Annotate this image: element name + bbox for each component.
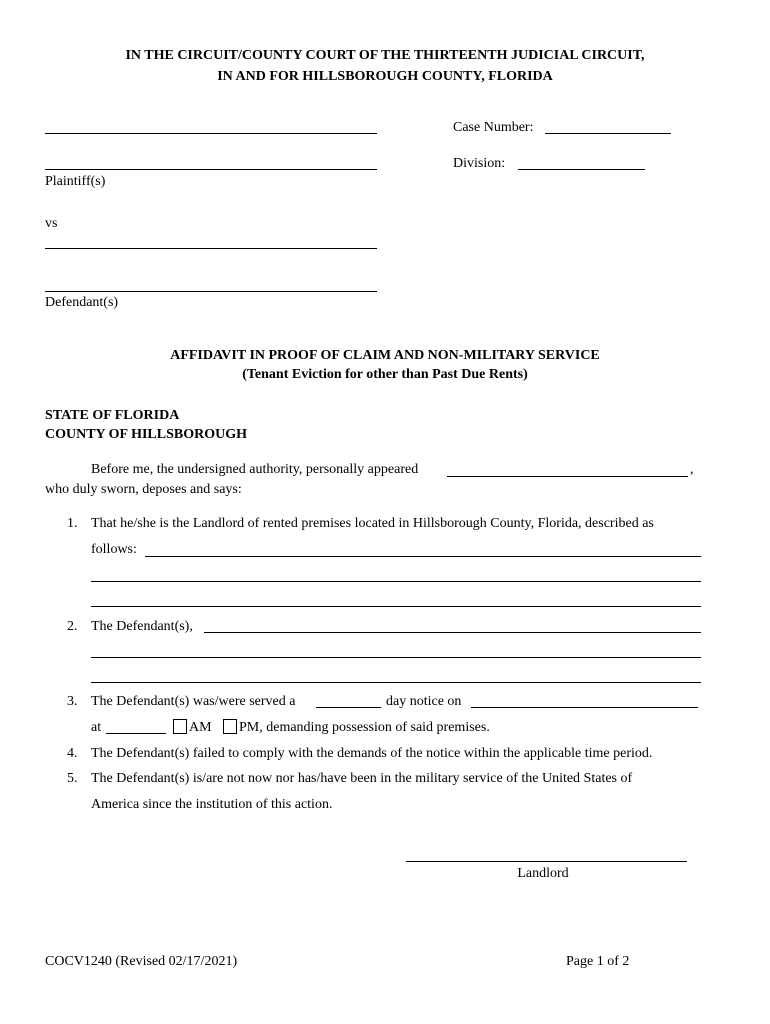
premises-description-line-3[interactable] [91,606,701,607]
item3-pm-label: PM, demanding possession of said premises. [239,720,490,735]
item1-number: 1. [67,516,78,531]
item4-text: The Defendant(s) failed to comply with the demands of the notice within the applicable time period. [91,746,653,761]
plaintiff-name-line-2[interactable] [45,169,377,170]
court-header-line1: IN THE CIRCUIT/COUNTY COURT OF THE THIRTEENTH JUDICIAL CIRCUIT, [125,48,645,63]
item5-text-a: The Defendant(s) is/are not now nor has/have been in the military service of the United States of [91,771,633,786]
landlord-label: Landlord [517,866,569,881]
defendants-line-3[interactable] [91,682,701,683]
notice-time-field[interactable] [106,733,166,734]
intro-line2: who duly sworn, deposes and says: [45,482,242,497]
intro-text-before: Before me, the undersigned authority, personally appeared [91,462,419,477]
item3-number: 3. [67,694,78,709]
defendant-label: Defendant(s) [45,295,119,310]
premises-description-line-1[interactable] [145,556,701,557]
defendant-name-line-2[interactable] [45,291,377,292]
form-id: COCV1240 (Revised 02/17/2021) [45,954,238,969]
division-label: Division: [453,156,506,171]
am-checkbox[interactable] [173,719,188,737]
venue-state: STATE OF FLORIDA [45,408,180,423]
item3-text-a: The Defendant(s) was/were served a [91,694,296,709]
plaintiff-name-line-1[interactable] [45,133,377,134]
defendant-name-line-1[interactable] [45,248,377,249]
defendants-line-1[interactable] [204,632,701,633]
item1-text: That he/she is the Landlord of rented premises located in Hillsborough County, Florida, described as [91,516,654,531]
defendants-line-2[interactable] [91,657,701,658]
premises-description-line-2[interactable] [91,581,701,582]
item4-number: 4. [67,746,78,761]
case-number-label: Case Number: [453,120,534,135]
notice-days-field[interactable] [316,707,381,708]
court-header-line2: IN AND FOR HILLSBOROUGH COUNTY, FLORIDA [217,69,553,84]
affiant-name-field[interactable] [447,476,688,477]
item3-at: at [91,720,102,735]
affidavit-title: AFFIDAVIT IN PROOF OF CLAIM AND NON-MILITARY SERVICE [170,348,600,363]
venue-county: COUNTY OF HILLSBOROUGH [45,427,247,442]
intro-text-after: , [690,462,694,477]
page-number: Page 1 of 2 [566,954,630,969]
case-number-field[interactable] [545,133,671,134]
item3-text-b: day notice on [386,694,462,709]
item2-text: The Defendant(s), [91,619,193,634]
notice-date-field[interactable] [471,707,698,708]
item1-follows: follows: [91,542,137,557]
landlord-signature-line[interactable] [406,861,687,862]
pm-checkbox[interactable] [223,719,238,737]
division-field[interactable] [518,169,645,170]
affidavit-subtitle: (Tenant Eviction for other than Past Due Rents) [242,367,528,382]
item2-number: 2. [67,619,78,634]
item5-text-b: America since the institution of this action. [91,797,333,812]
item5-number: 5. [67,771,78,786]
item3-am-label: AM [189,720,212,735]
vs-label: vs [45,216,58,231]
plaintiff-label: Plaintiff(s) [45,174,106,189]
